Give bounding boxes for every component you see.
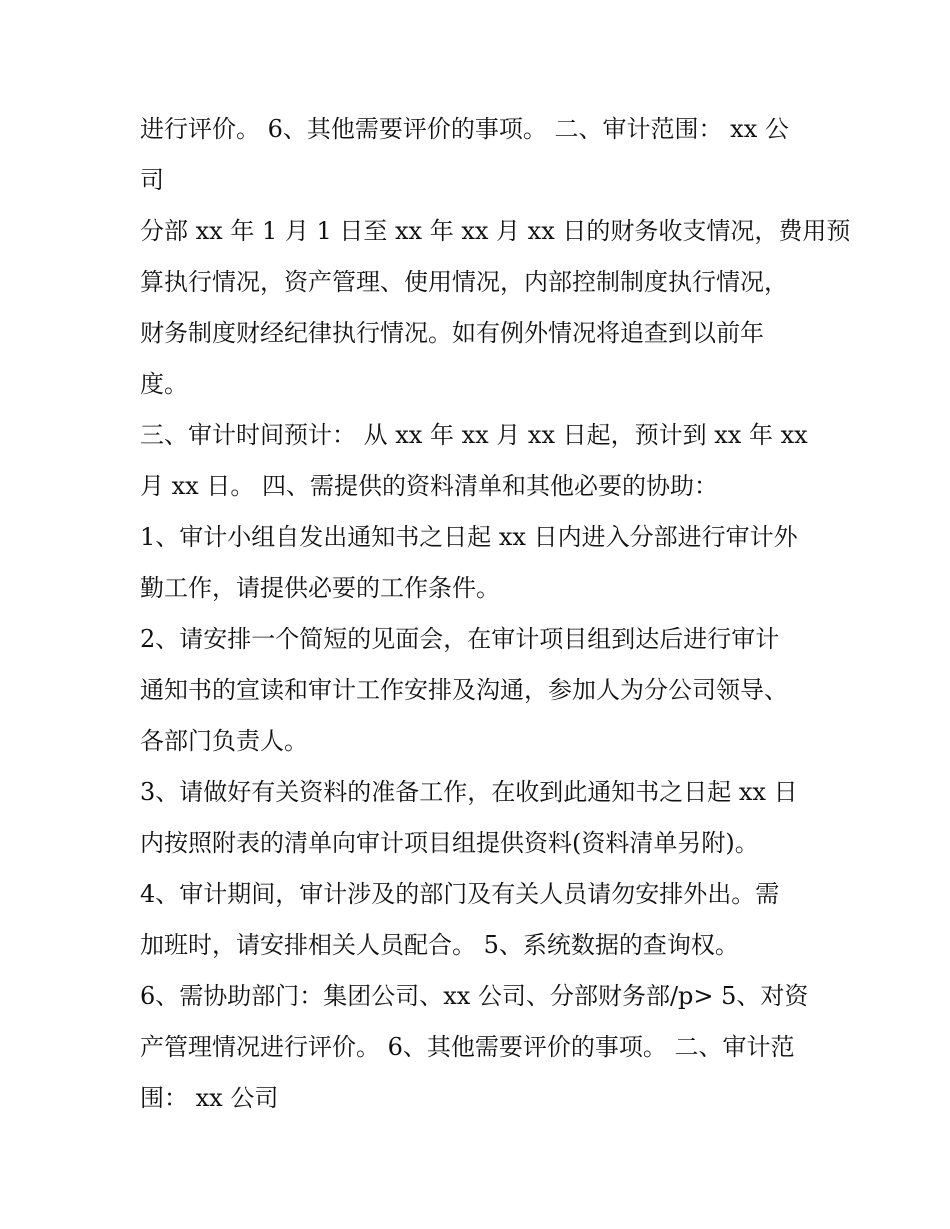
- text-line: 6、需协助部门：集团公司、xx 公司、分部财务部/p> 5、对资: [140, 982, 809, 1010]
- text-line: 各部门负责人。: [140, 727, 308, 755]
- text-line: 产管理情况进行评价。 6、其他需要评价的事项。 二、审计范: [140, 1033, 795, 1061]
- text-line: 分部 xx 年 1 月 1 日至 xx 年 xx 月 xx 日的财务收支情况，费用预: [140, 217, 851, 245]
- text-line: 进行评价。 6、其他需要评价的事项。 二、审计范围： xx 公: [140, 115, 789, 143]
- text-line: 围： xx 公司: [140, 1084, 279, 1112]
- text-line: 算执行情况，资产管理、使用情况，内部控制制度执行情况，: [140, 268, 788, 296]
- text-line: 司: [140, 166, 164, 194]
- text-line: 三、审计时间预计： 从 xx 年 xx 月 xx 日起，预计到 xx 年 xx: [140, 421, 808, 449]
- text-line: 通知书的宣读和审计工作安排及沟通，参加人为分公司领导、: [140, 676, 788, 704]
- text-line: 财务制度财经纪律执行情况。如有例外情况将追查到以前年: [140, 319, 764, 347]
- text-line: 3、请做好有关资料的准备工作，在收到此通知书之日起 xx 日: [140, 778, 798, 806]
- text-line: 加班时，请安排相关人员配合。 5、系统数据的查询权。: [140, 931, 739, 959]
- text-line: 度。: [140, 370, 188, 398]
- text-line: 勤工作，请提供必要的工作条件。: [140, 574, 500, 602]
- text-line: 月 xx 日。 四、需提供的资料清单和其他必要的协助：: [140, 472, 718, 500]
- document-body: [140, 104, 851, 1124]
- text-line: 内按照附表的清单向审计项目组提供资料(资料清单另附)。: [140, 829, 759, 857]
- text-line: 1、审计小组自发出通知书之日起 xx 日内进入分部进行审计外: [140, 523, 798, 551]
- text-line: 2、请安排一个简短的见面会，在审计项目组到达后进行审计: [140, 625, 780, 653]
- text-line: 4、审计期间，审计涉及的部门及有关人员请勿安排外出。需: [140, 880, 780, 908]
